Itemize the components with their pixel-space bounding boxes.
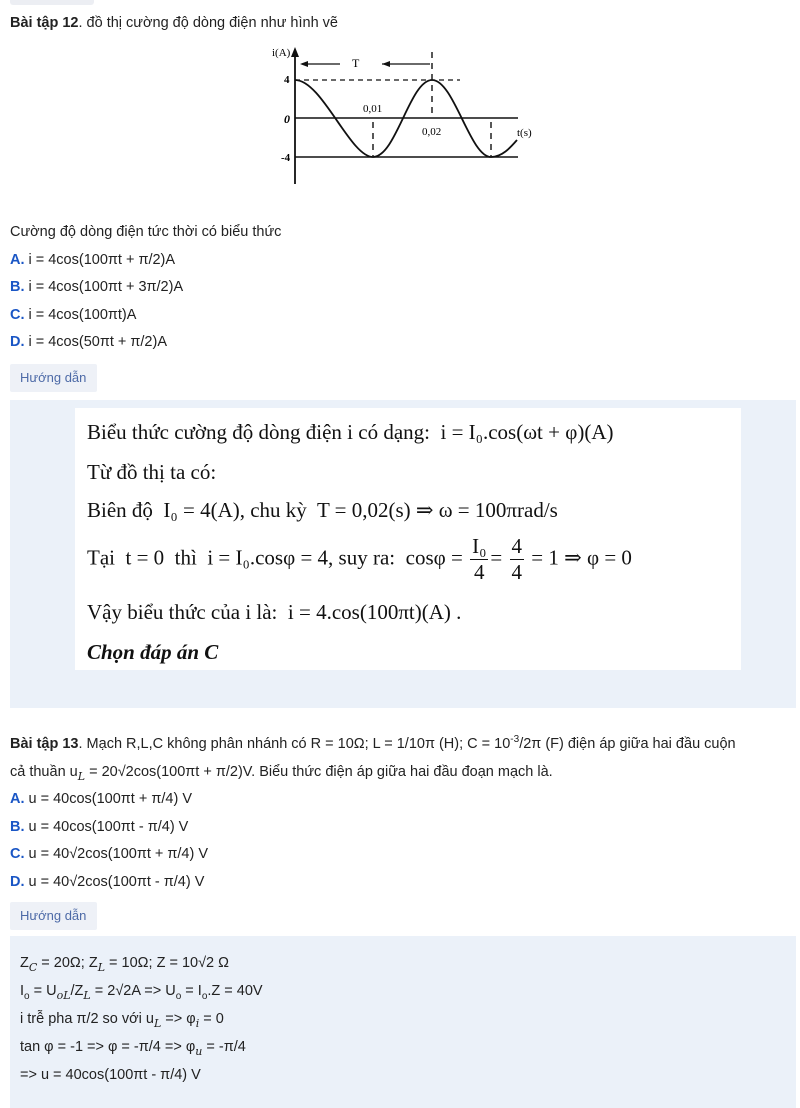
y-tick-4: 4 [284,74,290,86]
ex12-option-c[interactable]: C. i = 4cos(100πt)A [10,306,137,323]
fraction-4-over-4: $\frac{4}{4}$ [511,534,523,584]
ex13-sol-line-3: i trễ pha π/2 so với $u_L => \varphi_i = 0$ [20,1011,224,1030]
ex13-option-a[interactable]: A. u = 40cos(100πt + π/4) V [10,791,192,807]
top-tab-stub [10,0,94,5]
sol-line-2: Từ đồ thị ta có: [87,460,217,484]
ex12-solution-image [75,408,741,670]
exercise-12-question-block [10,219,794,357]
current-graph [270,44,542,192]
ex12-option-a[interactable]: A. i = 4cos(100πt + π/2)A [10,251,176,268]
exercise-12-title: Bài tập 12. đồ thị cường độ dòng điện như hình vẽ [10,15,338,31]
ex12-option-d[interactable]: D. i = 4cos(50πt + π/2)A [10,334,167,350]
y-tick-0: 0 [284,112,290,126]
sol-line-6-answer: Chọn đáp án C [87,640,219,664]
period-label: T [352,56,360,70]
ex13-option-d[interactable]: D. u = 40√2cos(100πt - π/4) V [10,873,205,890]
x-axis-label: t(s) [517,127,532,139]
t-label-002: 0,02 [422,126,442,138]
ex12-guide-button[interactable]: Hướng dẫn [10,364,97,392]
sol-line-1: Biểu thức cường độ dòng điện i có dạng: i = I₀.cos(ωt + φ)(A) [87,420,614,444]
exercise-12-question: Cường độ dòng điện tức thời có biểu thức [10,224,282,240]
ex13-option-c[interactable]: C. u = 40√2cos(100πt + π/4) V [10,846,209,862]
sol-line-4: Tại t = 0 thì i = I₀.cosφ = 4, suy ra: cosφ = $\frac{\text{I₀}}{4}$ = $\frac{4}{4}$ = 1 ⇒ φ = 0 [87,534,632,584]
t-label-001: 0,01 [363,103,383,115]
exercise-13 [10,731,794,896]
ex13-sol-line-1: $Z_C = 20\Omega$; $Z_L = 10\Omega$; Z = 10√2 Ω [20,955,229,974]
ex12-solution-box [10,400,796,708]
ex13-solution-box [10,936,796,1108]
ex13-guide-button[interactable]: Hướng dẫn [10,902,97,930]
y-axis-label: i(A) [272,47,291,59]
graph-y-arrow [291,47,299,57]
ex13-option-b[interactable]: B. u = 40cos(100πt - π/4) V [10,818,189,835]
exercise-12 [10,10,794,38]
sol-line-5: Vậy biểu thức của i là: i = 4.cos(100πt)(A) . [87,600,462,624]
ex12-option-b[interactable]: B. i = 4cos(100πt + 3π/2)A [10,279,184,295]
y-tick-minus4: -4 [281,152,291,164]
ex13-sol-line-5: => u = 40cos(100πt - π/4) V [20,1067,201,1083]
exercise-13-line-2: cả thuần $u_L = 20√2\cos(100\pi t + \pi/2)V$. Biểu thức điện áp giữa hai đầu đoạn mạch là. [10,763,553,783]
exercise-13-line-1: Bài tập 13. Mạch R,L,C không phân nhánh có R = 10Ω; L = 1/10π (H); $C = 10^{-3}/2\pi$ (F) điện áp giữa hai đầu cuộn [10,734,736,752]
ex13-sol-line-2: $I_o = U_{oL}/Z_L = 2√2A => U_o = I_o.Z = 40V$ [20,983,263,1002]
ex13-sol-line-4: $\tan \varphi = -1 => \varphi = -\pi/4 => \varphi_u = -\pi/4$ [20,1039,246,1058]
fraction-i0-over-4: $\frac{\text{I₀}}{4}$ [472,534,487,584]
sol-line-3: Biên độ I₀ = 4(A), chu kỳ T = 0,02(s) ⇒ ω = 100πrad/s [87,498,558,522]
